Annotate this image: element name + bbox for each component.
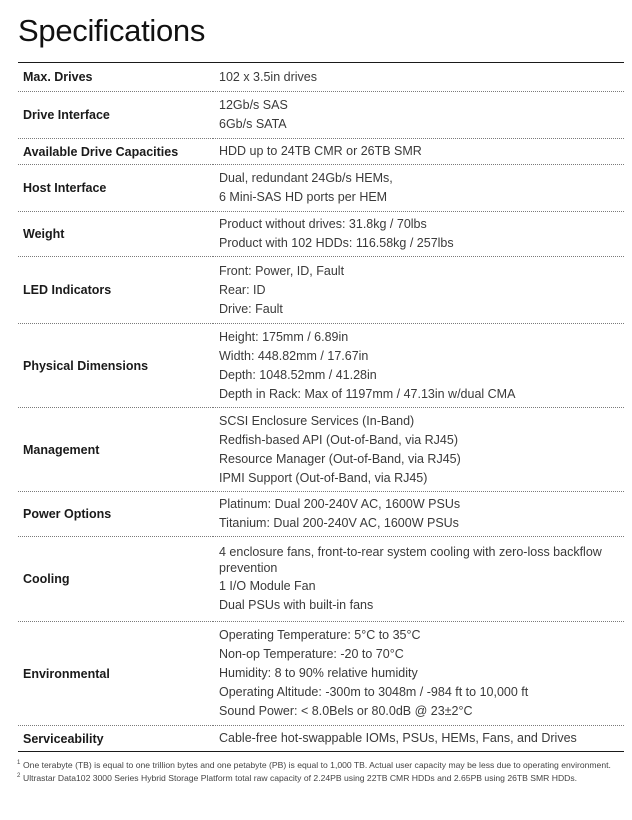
spec-values [213, 92, 624, 139]
spec-value: Width: 448.82mm / 17.67in [219, 348, 369, 363]
spec-values-list [219, 325, 624, 407]
footnote-text: Ultrastar Data102 3000 Series Hybrid Storage Platform total raw capacity of 2.24PB using 22TB CMR HDDs and 2.65PB using 26TB SMR HDDs. [23, 772, 578, 783]
spec-value: Redfish-based API (Out-of-Band, via RJ45) [219, 432, 459, 447]
spec-label: Max. Drives [18, 63, 213, 92]
spec-value: 6Gb/s SATA [219, 117, 287, 131]
spec-value: 102 x 3.5in drives [219, 69, 317, 84]
spec-value: 4 enclosure fans, front-to-rear system cooling with zero-loss backflow prevention [219, 545, 602, 575]
spec-row [18, 324, 624, 408]
spec-values [213, 324, 624, 408]
page-title: Specifications [18, 13, 206, 48]
footnote [18, 760, 624, 772]
spec-row [18, 537, 624, 622]
spec-value: HDD up to 24TB CMR or 26TB SMR [219, 144, 422, 158]
spec-values-list [219, 212, 624, 256]
specifications-table [18, 62, 624, 752]
spec-label: Physical Dimensions [18, 324, 213, 408]
spec-value: Cable-free hot-swappable IOMs, PSUs, HEMs, Fans, and Drives [219, 731, 577, 745]
spec-values-list [219, 409, 624, 491]
spec-value: Non-op Temperature: -20 to 70°C [219, 647, 404, 661]
spec-values-list [219, 492, 624, 536]
spec-values-list [219, 726, 624, 751]
spec-values-list [219, 139, 624, 164]
spec-values [213, 212, 624, 257]
spec-value: Drive: Fault [219, 301, 283, 316]
spec-value: SCSI Enclosure Services (In-Band) [219, 413, 415, 428]
spec-value: IPMI Support (Out-of-Band, via RJ45) [219, 470, 428, 485]
spec-values [213, 165, 624, 212]
spec-values [213, 408, 624, 492]
spec-label: Environmental [18, 622, 213, 726]
spec-value: Dual, redundant 24Gb/s HEMs, [219, 171, 393, 185]
spec-values [213, 139, 624, 165]
spec-value: 6 Mini-SAS HD ports per HEM [219, 190, 388, 204]
spec-value: Platinum: Dual 200-240V AC, 1600W PSUs [219, 497, 461, 511]
spec-label: Cooling [18, 537, 213, 622]
spec-value: Height: 175mm / 6.89in [219, 329, 349, 344]
spec-values [213, 726, 624, 752]
spec-row [18, 139, 624, 165]
spec-value: Dual PSUs with built-in fans [219, 598, 374, 612]
spec-value: Depth in Rack: Max of 1197mm / 47.13in w/dual CMA [219, 386, 516, 401]
spec-value: 12Gb/s SAS [219, 98, 288, 112]
spec-value: Titanium: Dual 200-240V AC, 1600W PSUs [219, 516, 459, 530]
footnote-marker: 2 [17, 772, 21, 779]
spec-value: Sound Power: < 8.0Bels or 80.0dB @ 23±2°C [219, 704, 473, 718]
spec-value: Front: Power, ID, Fault [219, 263, 345, 278]
spec-value: Product without drives: 31.8kg / 70lbs [219, 217, 427, 231]
spec-value: Operating Altitude: -300m to 3048m / -984 ft to 10,000 ft [219, 685, 529, 699]
spec-values [213, 63, 624, 92]
spec-values [213, 257, 624, 324]
spec-value: Rear: ID [219, 282, 266, 297]
spec-values [213, 492, 624, 537]
spec-label: Serviceability [23, 731, 104, 746]
footnote-text: One terabyte (TB) is equal to one trillion bytes and one petabyte (PB) is equal to 1,000 TB. Actual user capacity may be less due to operating environment. [23, 760, 611, 770]
spec-values-list [219, 93, 624, 137]
spec-label: Host Interface [18, 165, 213, 212]
spec-label: LED Indicators [18, 257, 213, 324]
spec-label: Power Options [18, 492, 213, 537]
spec-label: Weight [18, 212, 213, 257]
spec-values [213, 622, 624, 726]
spec-row [18, 408, 624, 492]
spec-row [18, 726, 624, 752]
spec-values-list [219, 259, 624, 322]
specifications-table-body [18, 63, 624, 752]
spec-value: Product with 102 HDDs: 116.58kg / 257lbs [219, 236, 454, 250]
spec-values-list [219, 540, 624, 618]
spec-value: Operating Temperature: 5°C to 35°C [219, 628, 421, 642]
spec-row [18, 92, 624, 139]
footnotes [18, 760, 624, 785]
spec-value: Depth: 1048.52mm / 41.28in [219, 367, 377, 382]
spec-row [18, 257, 624, 324]
spec-values-list [219, 65, 624, 90]
spec-values-list [219, 623, 624, 724]
spec-value: 1 I/O Module Fan [219, 579, 316, 593]
spec-values-list [219, 166, 624, 210]
spec-values [213, 537, 624, 622]
spec-value: Resource Manager (Out-of-Band, via RJ45) [219, 451, 461, 466]
spec-label: Drive Interface [18, 92, 213, 139]
spec-label: Management [18, 408, 213, 492]
spec-row [18, 212, 624, 257]
spec-row [18, 63, 624, 92]
footnote [18, 773, 624, 785]
spec-value: Humidity: 8 to 90% relative humidity [219, 666, 418, 680]
spec-label: Available Drive Capacities [18, 139, 213, 165]
spec-row [18, 622, 624, 726]
spec-row [18, 492, 624, 537]
footnote-marker: 1 [17, 760, 21, 766]
spec-row [18, 165, 624, 212]
